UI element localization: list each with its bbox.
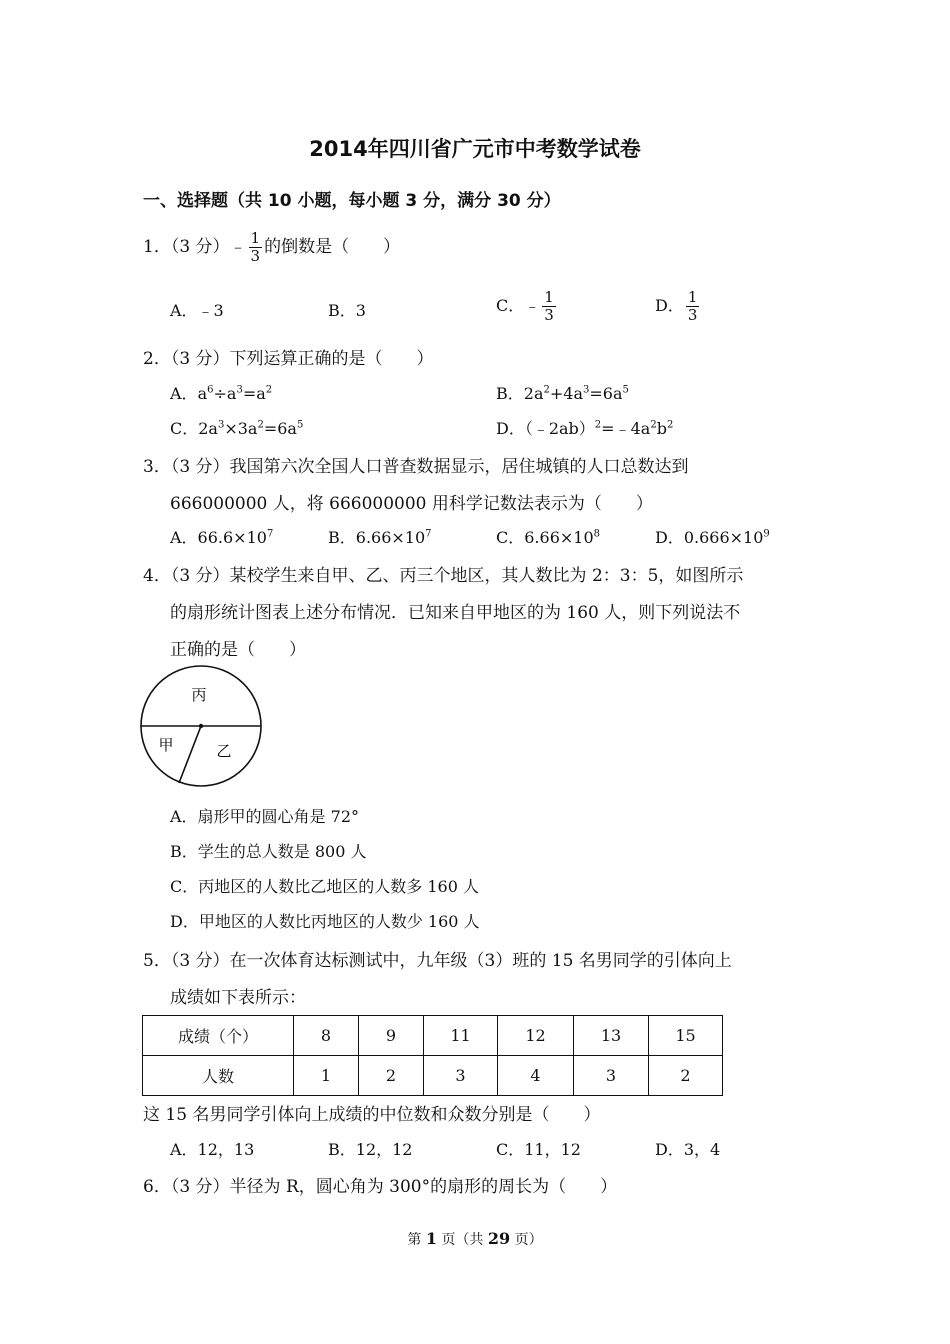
q2-c-t3: =6a [263,419,297,438]
q1-option-d [655,290,701,323]
q2-c-t1: 2a [198,419,218,438]
q2-b-t1: 2a [523,384,544,403]
q2-d-e2: 2 [650,419,657,431]
question-4-line1: 4．（3 分）某校学生来自甲、乙、丙三个地区，其人数比为 2：3：5，如图所示 [143,566,744,586]
q2-d-e1: 2 [594,419,602,431]
q1-option-c [496,290,558,323]
footer-pre: 第 [407,1232,422,1248]
q3-option-d [655,525,770,548]
q2-b-label: B． [496,384,524,403]
question-5-line1: 5．（3 分）在一次体育达标测试中，九年级（3）班的 15 名男同学的引体向上 [143,951,732,971]
q5-option-b: B．12，12 [328,1140,413,1159]
q2-d-t3: b [656,419,667,438]
q1-d-fraction [686,290,700,323]
q2-c-e1: 3 [217,419,225,431]
q1-c-den: 3 [544,306,554,324]
q3-option-a [170,525,273,548]
q2-a-e3: 2 [265,384,273,396]
q3-d-text: D．0.666×10 [655,528,764,547]
q3-d-exp: 9 [763,528,770,540]
footer-page-number: 1 [425,1229,437,1248]
q3-option-c [496,525,600,548]
table-cell: 11 [424,1016,498,1056]
q2-a-label: A． [170,384,198,403]
q3-option-b [328,525,432,548]
q2-b-e3: 5 [622,384,629,396]
q2-a-t3: =a [242,384,266,403]
q2-c-e3: 5 [296,419,304,431]
q3-c-text: C．6.66×10 [496,528,594,547]
q1-d-num: 1 [687,288,698,306]
q5-option-a: A．12，13 [170,1140,255,1159]
table-cell: 1 [294,1056,359,1096]
pie-jia-radius [179,726,201,783]
q4-option-c: C．丙地区的人数比乙地区的人数多 160 人 [170,877,479,896]
q2-a-e2: 3 [236,384,243,396]
q2-option-d [496,416,673,439]
q3-a-exp: 7 [266,528,274,540]
q1-c-label: C．﹣ [496,296,541,315]
q1-fraction [249,231,263,264]
table-cell: 4 [498,1056,574,1096]
table-cell: 8 [294,1016,359,1056]
q2-d-t2: =﹣4a [601,419,651,438]
pie-label-yi: 乙 [216,742,232,760]
q2-b-t2: +4a [549,384,583,403]
q2-a-t1: a [197,384,208,403]
q4-option-b: B．学生的总人数是 800 人 [170,842,367,861]
q1-prefix: 1．（3 分）﹣ [143,237,247,257]
q2-c-label: C． [170,419,199,438]
question-3-line2: 666000000 人，将 666000000 用科学记数法表示为（ ） [170,494,653,514]
section-heading: 一、选择题（共 10 小题，每小题 3 分，满分 30 分） [143,191,561,211]
q1-suffix: 的倒数是（ ） [264,237,401,257]
pie-label-bing: 丙 [191,686,207,704]
table-header-cell: 成绩（个） [143,1016,294,1056]
footer-mid: 页（共 [441,1232,484,1248]
question-5-line2: 成绩如下表所示： [170,988,306,1008]
table-cell: 9 [359,1016,424,1056]
q2-option-a [170,381,272,404]
table-row [143,1056,723,1096]
table-cell: 15 [649,1016,723,1056]
q1-c-fraction [542,290,556,323]
question-1 [143,231,400,264]
q1-d-label: D． [655,296,684,315]
q5-option-c: C．11，12 [496,1140,581,1159]
q2-option-b [496,381,629,404]
table-cell: 2 [359,1056,424,1096]
q1-d-den: 3 [687,306,698,324]
page-footer [0,1229,950,1249]
table-cell: 3 [574,1056,649,1096]
q2-c-e2: 2 [257,419,264,431]
table-cell: 3 [424,1056,498,1096]
q3-b-text: B．6.66×10 [328,528,426,547]
page-title: 2014年四川省广元市中考数学试卷 [309,137,641,161]
q2-d-e3: 2 [666,419,674,431]
q2-c-t2: ×3a [224,419,258,438]
q2-option-c [170,416,303,439]
question-4-line3: 正确的是（ ） [170,640,306,660]
q3-c-exp: 8 [593,528,601,540]
q4-option-a: A．扇形甲的圆心角是 72° [170,807,360,826]
question-6: 6．（3 分）半径为 R，圆心角为 300°的扇形的周长为（ ） [143,1177,618,1197]
q1-c-num: 1 [544,288,554,306]
q1-frac-num: 1 [250,229,261,247]
q1-frac-den: 3 [250,247,261,265]
q3-b-exp: 7 [425,528,432,540]
table-row [143,1016,723,1056]
question-5-prompt: 这 15 名男同学引体向上成绩的中位数和众数分别是（ ） [143,1105,601,1125]
q3-a-text: A．66.6×10 [170,528,267,547]
q2-b-e1: 2 [543,384,550,396]
table-cell: 12 [498,1016,574,1056]
question-2: 2．（3 分）下列运算正确的是（ ） [143,349,434,369]
pie-center-dot [199,724,203,728]
q2-b-t3: =6a [589,384,623,403]
pie-chart-figure [138,665,266,789]
q2-d-label: D．（﹣2ab） [496,419,595,438]
q2-a-e1: 6 [207,384,214,396]
q1-option-a: A．﹣3 [170,301,224,320]
q2-b-e2: 3 [582,384,590,396]
q4-option-d: D．甲地区的人数比丙地区的人数少 160 人 [170,912,480,931]
footer-total-pages: 29 [487,1229,511,1248]
q1-option-b: B．3 [328,301,366,320]
score-table [142,1015,723,1096]
q2-a-t2: ÷a [213,384,237,403]
question-3-line1: 3．（3 分）我国第六次全国人口普查数据显示，居住城镇的人口总数达到 [143,457,689,477]
table-cell: 13 [574,1016,649,1056]
pie-label-jia: 甲 [158,736,174,754]
q5-option-d: D．3，4 [655,1140,721,1159]
question-4-line2: 的扇形统计图表上述分布情况．已知来自甲地区的为 160 人，则下列说法不 [170,603,741,623]
table-cell: 2 [649,1056,723,1096]
table-header-cell: 人数 [143,1056,294,1096]
footer-post: 页） [514,1232,543,1248]
